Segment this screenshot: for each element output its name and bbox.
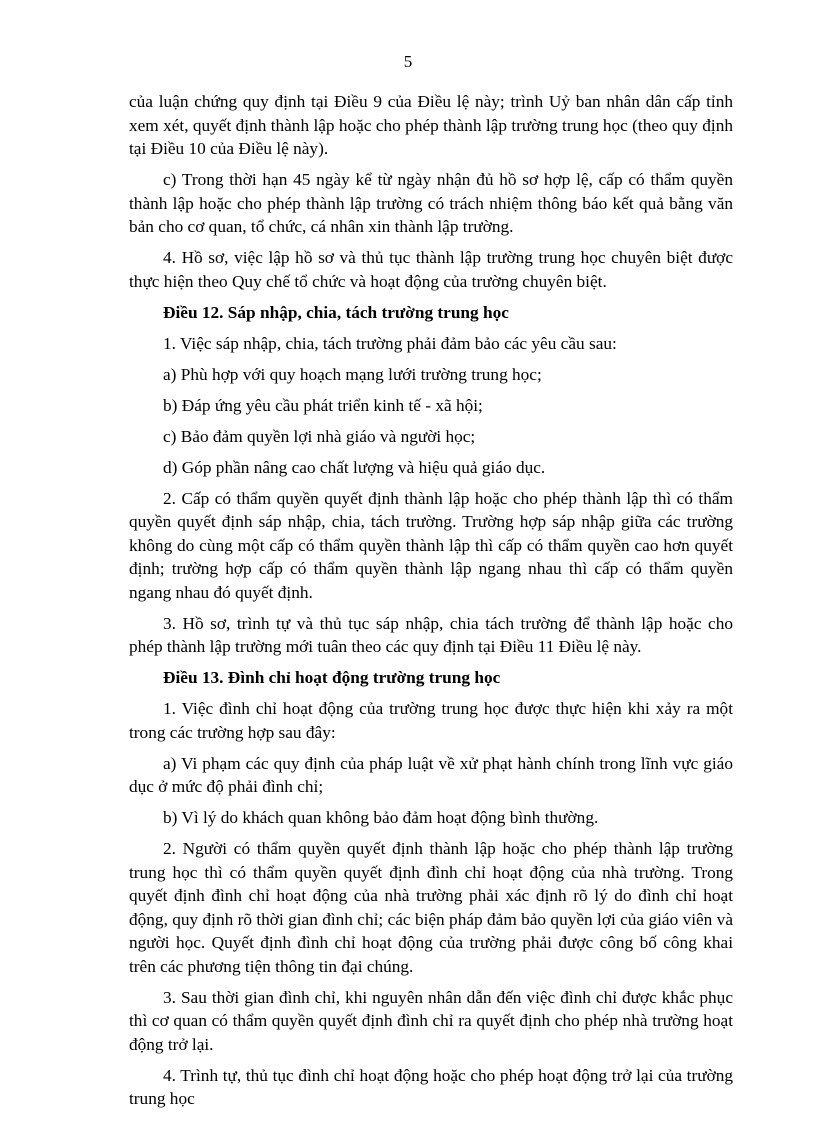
paragraph-item-3: 3. Hồ sơ, trình tự và thủ tục sáp nhập, chia tách trường để thành lập hoặc cho phép thành lập trường mới tuân theo các quy định tại Điều 11 Điều lệ này. [129, 613, 733, 656]
article-12-heading: Điều 12. Sáp nhập, chia, tách trường trung học [163, 302, 509, 322]
paragraph-item-1: 1. Việc đình chỉ hoạt động của trường trung học được thực hiện khi xảy ra một trong các trường hợp sau đây: [129, 699, 733, 742]
page-number: 5 [403, 52, 413, 71]
paragraph-item-1: 1. Việc sáp nhập, chia, tách trường phải đảm bảo các yêu cầu sau: [163, 333, 617, 353]
paragraph-item-3: 3. Sau thời gian đình chỉ, khi nguyên nhân dẫn đến việc đình chỉ được khắc phục thì cơ quan có thẩm quyền quyết định đình chỉ ra quyết định cho phép nhà trường hoạt động trở lại. [129, 987, 733, 1054]
paragraph-clause-b: b) Đáp ứng yêu cầu phát triển kinh tế - xã hội; [163, 395, 483, 415]
paragraph-clause-a: a) Phù hợp với quy hoạch mạng lưới trường trung học; [163, 364, 542, 384]
article-13-heading: Điều 13. Đình chỉ hoạt động trường trung học [163, 668, 501, 687]
paragraph-item-4: 4. Hồ sơ, việc lập hồ sơ và thủ tục thành lập trường trung học chuyên biệt được thực hiện theo Quy chế tổ chức và hoạt động của trường chuyên biệt. [129, 248, 733, 291]
paragraph-clause-c: c) Trong thời hạn 45 ngày kể từ ngày nhận đủ hồ sơ hợp lệ, cấp có thẩm quyền thành lập hoặc cho phép thành lập trường có trách nhiệm thông báo kết quả bằng văn bản cho cơ quan, tổ chức, cá nhân xin thành lập trường. [129, 170, 733, 236]
paragraph-item-2: 2. Người có thẩm quyền quyết định thành lập hoặc cho phép thành lập trường trung học thì có thẩm quyền quyết định đình chỉ hoạt động của nhà trường. Trong quyết định đình chỉ hoạt động của nhà trường phải xác định rõ lý do đình chỉ hoạt động, quy định rõ thời gian đình chỉ; các biện pháp đảm bảo quyền lợi của giáo viên và người học. Quyết định đình chỉ hoạt động của trường phải được công bố công khai trên các phương tiện thông tin đại chúng. [129, 839, 733, 976]
paragraph-item-4: 4. Trình tự, thủ tục đình chỉ hoạt động hoặc cho phép hoạt động trở lại của trường trung học [129, 1065, 733, 1108]
document-body [129, 90, 733, 1118]
paragraph-continuation: của luận chứng quy định tại Điều 9 của Điều lệ này; trình Uỷ ban nhân dân cấp tỉnh xem xét, quyết định thành lập hoặc cho phép thành lập trường trung học (theo quy định tại Điều 10 của Điều lệ này). [129, 92, 733, 158]
paragraph-clause-c: c) Bảo đảm quyền lợi nhà giáo và người học; [163, 426, 476, 446]
paragraph-item-2: 2. Cấp có thẩm quyền quyết định thành lập hoặc cho phép thành lập thì có thẩm quyền quyết định sáp nhập, chia, tách trường. Trường hợp sáp nhập giữa các trường không do cùng một cấp có thẩm quyền thành lập thì cấp có thẩm quyền cao hơn quyết định; trường hợp cấp có thẩm quyền thành lập ngang nhau thì cấp có thẩm quyền ngang nhau đó quyết định. [129, 488, 733, 602]
paragraph-clause-b: b) Vì lý do khách quan không bảo đảm hoạt động bình thường. [163, 808, 599, 827]
paragraph-clause-a: a) Vi phạm các quy định của pháp luật về xử phạt hành chính trong lĩnh vực giáo dục ở mức độ phải đình chỉ; [129, 753, 733, 796]
paragraph-clause-d: d) Góp phần nâng cao chất lượng và hiệu quả giáo dục. [163, 457, 546, 477]
